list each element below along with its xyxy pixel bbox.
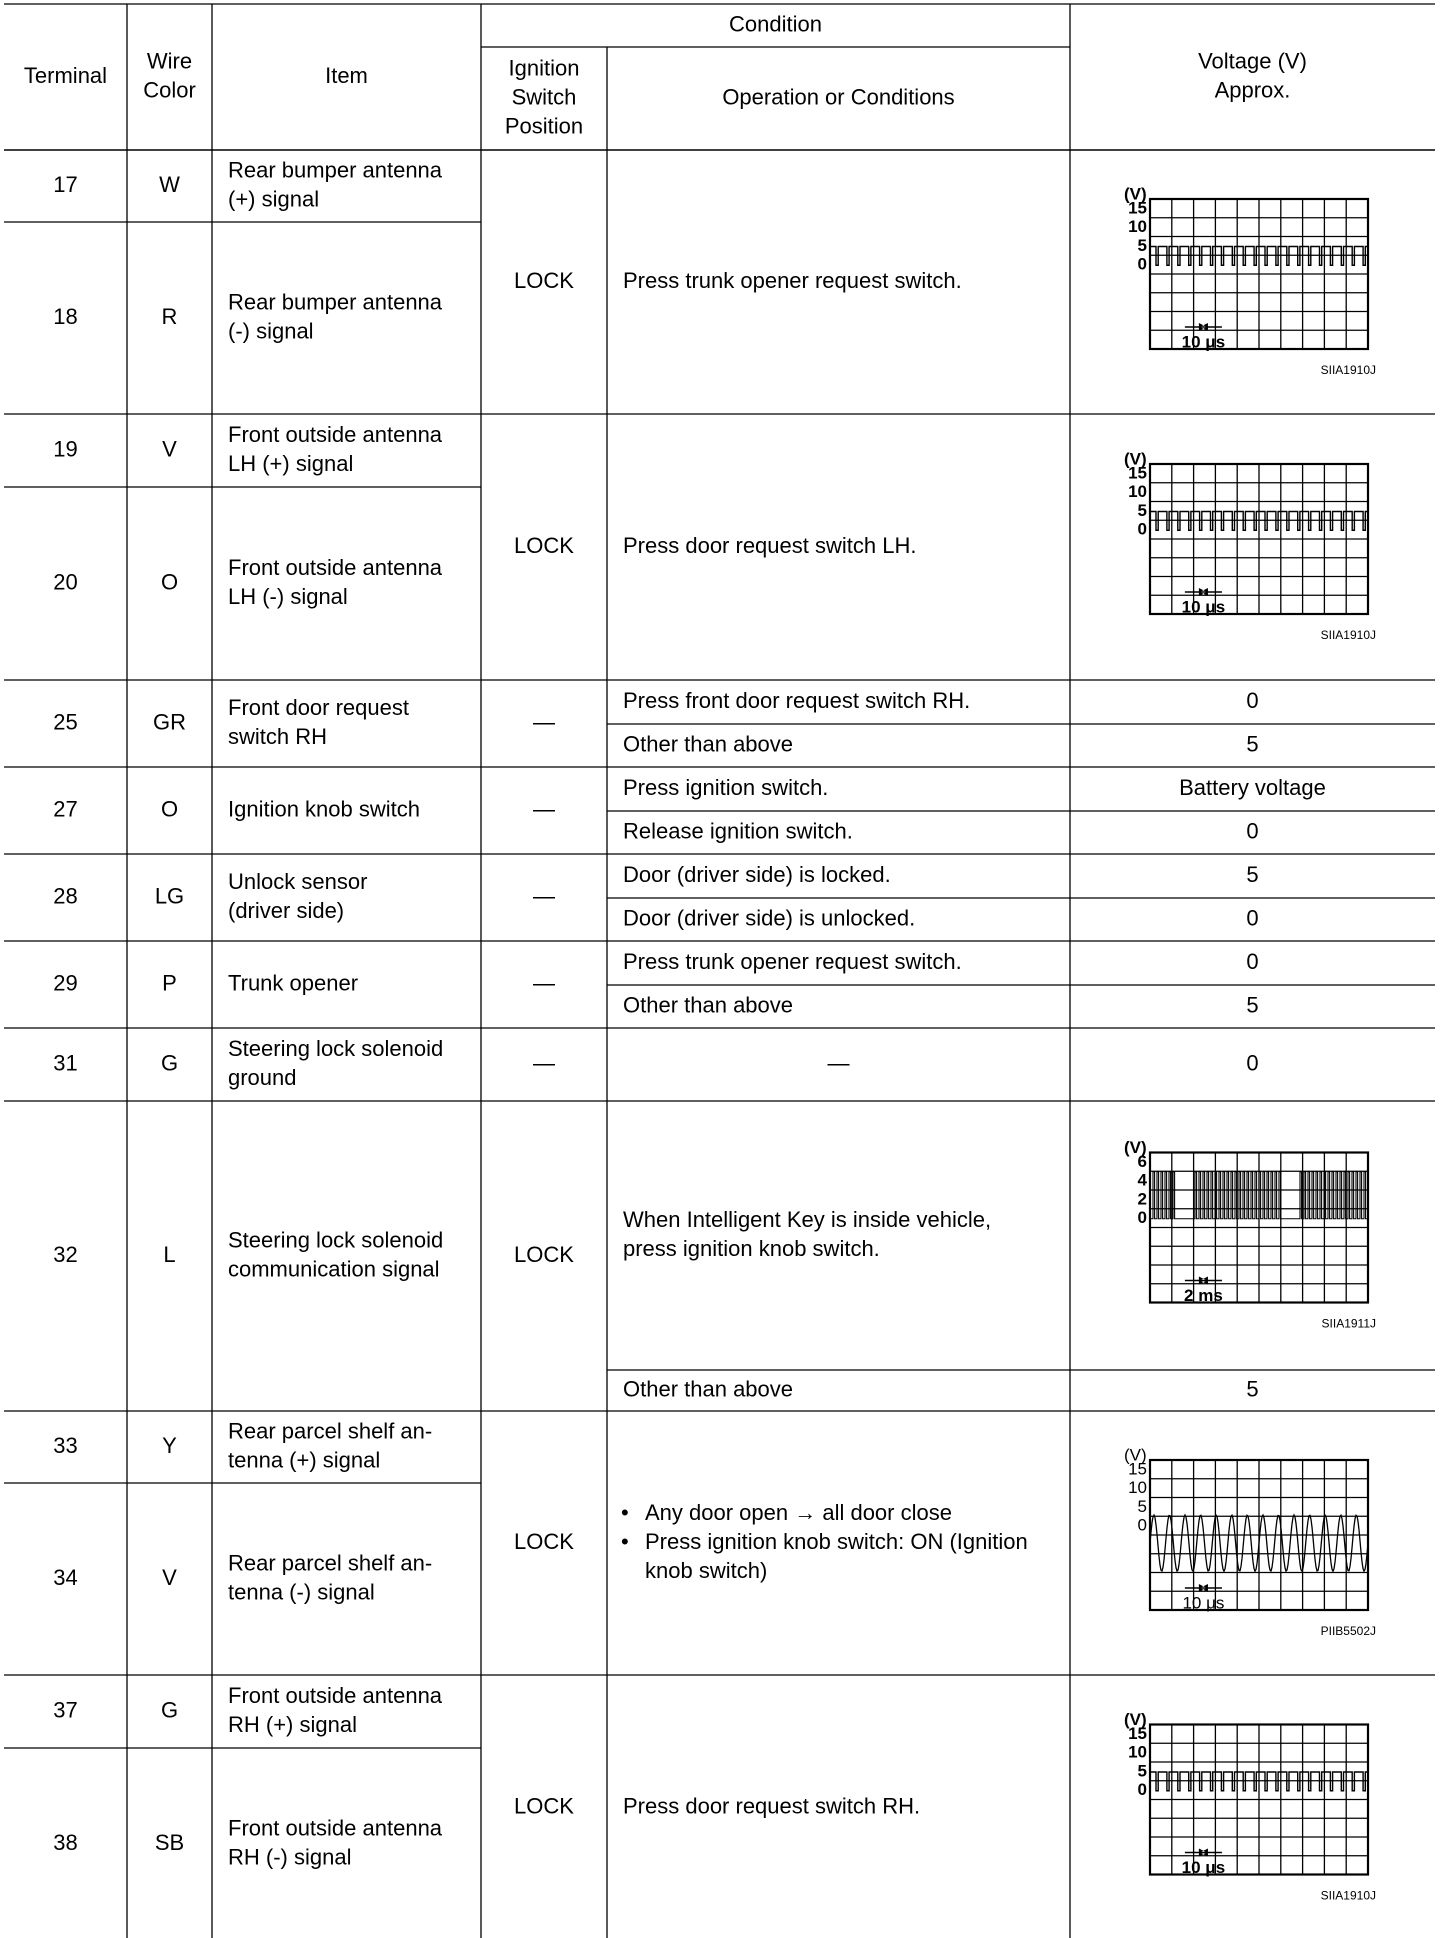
scope-tick-label: 5 [1137, 500, 1147, 520]
scope-figure-code: SIIA1910J [1320, 1888, 1376, 1903]
scope-figure-code: SIIA1910J [1320, 363, 1376, 378]
operation-text: Other than above [623, 731, 794, 757]
operation-text: Other than above [623, 1376, 794, 1402]
wire-color: O [160, 796, 179, 822]
item-label: Front outside antenna [228, 421, 443, 447]
header-voltage: Voltage (V) [1198, 48, 1307, 74]
wire-color: G [160, 1697, 179, 1723]
scope-tick-label: 2 [1137, 1189, 1147, 1209]
header-condition: Condition [729, 11, 822, 37]
wire-color: GR [153, 709, 186, 735]
operation-text: When Intelligent Key is inside vehicle, [623, 1206, 992, 1232]
scope-tick-label: 0 [1137, 519, 1147, 539]
ignition-position: — [533, 709, 555, 735]
item-label: Steering lock solenoid [228, 1227, 444, 1253]
scope-tick-label: 0 [1137, 1780, 1147, 1800]
scope-tick-label: 0 [1137, 1208, 1147, 1228]
operation-text: Other than above [623, 992, 794, 1018]
terminal-number: 18 [53, 303, 78, 329]
scope-time-label: 10 μs [1181, 1857, 1226, 1877]
voltage-value: 0 [1246, 905, 1259, 931]
header-voltage: Approx. [1214, 77, 1291, 103]
ignition-position: LOCK [514, 1793, 574, 1819]
scope-tick-label: 15 [1128, 198, 1147, 218]
item-label: Rear bumper antenna [228, 157, 443, 183]
operation-text: Press ignition switch. [623, 774, 829, 800]
voltage-value: 5 [1246, 1376, 1259, 1402]
item-label: LH (+) signal [228, 450, 354, 476]
scope-tick-label: 6 [1137, 1151, 1147, 1171]
scope-time-label: 10 μs [1182, 1593, 1225, 1613]
voltage-value: 5 [1246, 861, 1259, 887]
wire-color: L [163, 1241, 176, 1267]
operation-text: Press trunk opener request switch. [623, 267, 962, 293]
item-label: Ignition knob switch [228, 796, 420, 822]
item-label: (-) signal [228, 318, 314, 344]
wire-color: G [160, 1050, 179, 1076]
ignition-position: LOCK [514, 267, 574, 293]
terminal-number: 38 [53, 1829, 78, 1855]
item-label: ground [228, 1064, 297, 1090]
scope-tick-label: 4 [1137, 1170, 1147, 1190]
ignition-position: — [533, 970, 555, 996]
ignition-position: — [533, 1050, 555, 1076]
terminal-number: 27 [53, 796, 78, 822]
terminal-number: 31 [53, 1050, 78, 1076]
scope-tick-label: 15 [1128, 1723, 1147, 1743]
terminal-number: 34 [53, 1564, 78, 1590]
ignition-position: — [533, 883, 555, 909]
ignition-position: LOCK [514, 532, 574, 558]
scope-tick-label: 15 [1128, 1459, 1147, 1479]
scope-time-label: 10 μs [1181, 332, 1226, 352]
voltage-value: 5 [1246, 992, 1259, 1018]
oscilloscope-diagram [1124, 1138, 1376, 1331]
wire-color: O [160, 569, 179, 595]
scope-tick-label: 0 [1137, 254, 1147, 274]
scope-figure-code: SIIA1911J [1321, 1316, 1376, 1331]
scope-time-label: 10 μs [1181, 597, 1226, 617]
scope-unit-label: (V) [1124, 449, 1147, 469]
scope-tick-label: 10 [1128, 217, 1147, 237]
terminal-number: 29 [53, 970, 78, 996]
wire-color: V [162, 436, 177, 462]
operation-text: Door (driver side) is locked. [623, 861, 891, 887]
operation-text: Press trunk opener request switch. [623, 948, 962, 974]
operation-text: Press door request switch LH. [623, 532, 917, 558]
item-label: Front door request [228, 694, 409, 720]
header-ignition-switch-position: Position [504, 113, 584, 139]
voltage-value: 5 [1246, 731, 1259, 757]
scope-tick-label: 5 [1137, 1761, 1147, 1781]
item-label: Front outside antenna [228, 1815, 443, 1841]
item-label: Steering lock solenoid [228, 1035, 444, 1061]
header-wire-color: Color [143, 77, 196, 103]
item-label: RH (-) signal [228, 1844, 352, 1870]
item-label: Rear bumper antenna [228, 289, 443, 315]
wire-color: Y [162, 1432, 177, 1458]
item-label: switch RH [228, 723, 328, 749]
scope-unit-label: (V) [1124, 184, 1147, 204]
item-label: Rear parcel shelf an- [228, 1550, 433, 1576]
terminal-number: 25 [53, 709, 78, 735]
item-label: (+) signal [228, 186, 320, 212]
header-operation-or-conditions: Operation or Conditions [722, 84, 955, 110]
scope-tick-label: 5 [1137, 235, 1147, 255]
terminal-number: 33 [53, 1432, 78, 1458]
oscilloscope-diagram [1124, 449, 1376, 642]
operation-text: Any door open → all door close [645, 1499, 952, 1525]
operation-text: Door (driver side) is unlocked. [623, 905, 916, 931]
voltage-value: Battery voltage [1179, 774, 1326, 800]
item-label: Front outside antenna [228, 1682, 443, 1708]
voltage-value: 0 [1246, 818, 1259, 844]
wire-color: V [162, 1564, 177, 1590]
header-item: Item [325, 62, 368, 88]
terminal-number: 20 [53, 569, 78, 595]
scope-tick-label: 15 [1128, 463, 1147, 483]
voltage-value: 0 [1246, 948, 1259, 974]
bullet-mark: • [621, 1499, 629, 1525]
ignition-position: LOCK [514, 1241, 574, 1267]
item-label: RH (+) signal [228, 1711, 357, 1737]
operation-text: Press ignition knob switch: ON (Ignition [645, 1528, 1028, 1554]
voltage-value: 0 [1246, 1050, 1259, 1076]
terminal-number: 37 [53, 1697, 78, 1723]
terminal-number: 17 [53, 171, 78, 197]
operation-text: — [827, 1050, 850, 1076]
scope-unit-label: (V) [1124, 1445, 1147, 1465]
item-label: communication signal [228, 1256, 440, 1282]
header-ignition-switch-position: Switch [511, 84, 577, 110]
wire-color: R [161, 303, 178, 329]
item-label: LH (-) signal [228, 583, 348, 609]
scope-figure-code: PIIB5502J [1320, 1624, 1376, 1639]
scope-figure-code: SIIA1910J [1320, 628, 1376, 643]
oscilloscope-diagram [1124, 1445, 1376, 1638]
header-terminal: Terminal [23, 62, 108, 88]
scope-waveform [1150, 1172, 1368, 1219]
scope-unit-label: (V) [1124, 1709, 1147, 1729]
scope-unit-label: (V) [1124, 1137, 1147, 1157]
item-label: (driver side) [228, 897, 345, 923]
header-wire-color: Wire [146, 48, 193, 74]
scope-tick-label: 5 [1137, 1496, 1147, 1516]
scope-tick-label: 10 [1128, 482, 1147, 502]
scope-tick-label: 10 [1128, 1742, 1147, 1762]
ignition-position: LOCK [514, 1528, 574, 1554]
oscilloscope-diagram [1124, 1710, 1376, 1903]
operation-text: press ignition knob switch. [623, 1235, 880, 1261]
oscilloscope-diagram [1124, 184, 1376, 377]
scope-time-label: 2 ms [1184, 1285, 1223, 1305]
ignition-position: — [533, 796, 555, 822]
terminal-number: 28 [53, 883, 78, 909]
operation-text: Release ignition switch. [623, 818, 853, 844]
header-ignition-switch-position: Ignition [508, 55, 580, 81]
item-label: Trunk opener [228, 970, 359, 996]
operation-text: Press door request switch RH. [623, 1793, 921, 1819]
item-label: tenna (+) signal [228, 1447, 381, 1473]
wire-color: SB [154, 1829, 185, 1855]
terminal-number: 32 [53, 1241, 78, 1267]
wire-color: P [162, 970, 177, 996]
wire-color: LG [154, 883, 185, 909]
wire-color: W [159, 171, 180, 197]
bullet-mark: • [621, 1528, 629, 1554]
item-label: Unlock sensor [228, 868, 368, 894]
scope-tick-label: 10 [1128, 1478, 1147, 1498]
item-label: tenna (-) signal [228, 1579, 375, 1605]
terminal-number: 19 [53, 436, 78, 462]
operation-text: Press front door request switch RH. [623, 687, 971, 713]
operation-text: knob switch) [645, 1557, 768, 1583]
item-label: Rear parcel shelf an- [228, 1418, 433, 1444]
item-label: Front outside antenna [228, 554, 443, 580]
scope-tick-label: 0 [1137, 1515, 1147, 1535]
voltage-value: 0 [1246, 687, 1259, 713]
